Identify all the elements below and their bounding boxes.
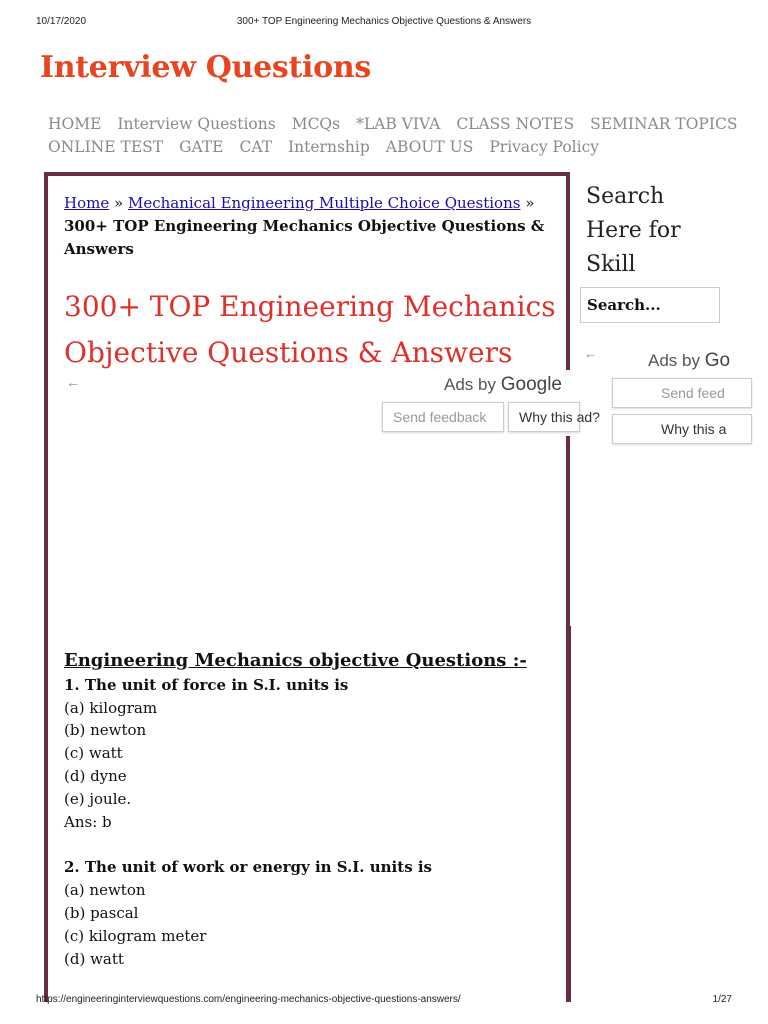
nav-row-1 xyxy=(48,113,738,136)
nav-lab-viva[interactable]: *LAB VIVA xyxy=(356,115,441,133)
content-box-border-rail xyxy=(567,626,571,1002)
nav-home[interactable]: HOME xyxy=(48,115,102,133)
why-this-ad-button[interactable]: Why this ad? xyxy=(508,402,580,432)
option-b: (b) pascal xyxy=(64,903,139,922)
nav-class-notes[interactable]: CLASS NOTES xyxy=(456,115,575,133)
ad-overlay xyxy=(380,370,600,436)
nav-cat[interactable]: CAT xyxy=(239,138,273,156)
sidebar-title-line-2: Here for xyxy=(586,218,681,243)
option-c: (c) kilogram meter xyxy=(64,926,207,945)
send-feedback-button[interactable]: Send feedback xyxy=(382,402,504,432)
breadcrumb-separator: » xyxy=(525,194,535,212)
nav-mcqs[interactable]: MCQs xyxy=(291,115,341,133)
site-title[interactable]: Interview Questions xyxy=(40,50,371,85)
nav-row-2 xyxy=(48,136,728,159)
breadcrumb-separator: » xyxy=(114,194,124,212)
sidebar-send-feedback-button[interactable]: Send feed xyxy=(612,378,752,408)
sidebar-ads-by-google-label[interactable] xyxy=(648,350,730,372)
option-e: (e) joule. xyxy=(64,789,132,808)
option-c: (c) watt xyxy=(64,744,123,763)
option-a: (a) kilogram xyxy=(64,698,158,717)
print-doc-title: 300+ TOP Engineering Mechanics Objective Questions & Answers xyxy=(236,16,532,27)
print-url: https://engineeringinterviewquestions.com/engineering-mechanics-objective-questions-answers/ xyxy=(36,994,461,1005)
nav-interview-questions[interactable]: Interview Questions xyxy=(117,115,276,133)
breadcrumb-current: 300+ TOP Engineering Mechanics Objective Questions & Answers xyxy=(64,217,545,258)
option-a: (a) newton xyxy=(64,881,146,900)
option-d: (d) dyne xyxy=(64,766,127,785)
answer: Ans: b xyxy=(64,812,112,831)
sidebar-ad xyxy=(578,346,768,446)
option-b: (b) newton xyxy=(64,721,147,740)
sidebar-ads-by-text: Ads by xyxy=(648,351,700,370)
ad-back-arrow-icon[interactable]: ← xyxy=(66,374,80,390)
breadcrumb xyxy=(64,192,554,261)
sidebar-title-line-1: Search xyxy=(586,184,665,209)
nav-about-us[interactable]: ABOUT US xyxy=(385,138,474,156)
question-1: 1. The unit of force in S.I. units is xyxy=(64,675,349,694)
sidebar-why-this-ad-button[interactable]: Why this a xyxy=(612,414,752,444)
ads-by-google-label[interactable] xyxy=(444,374,562,396)
sidebar-search-title xyxy=(586,180,681,282)
main-nav xyxy=(48,113,738,159)
question-2: 2. The unit of work or energy in S.I. units is xyxy=(64,858,432,877)
nav-privacy-policy[interactable]: Privacy Policy xyxy=(489,138,600,156)
nav-seminar-topics[interactable]: SEMINAR TOPICS xyxy=(590,115,738,133)
breadcrumb-home-link[interactable]: Home xyxy=(64,194,110,212)
ads-by-text: Ads by xyxy=(444,375,496,394)
nav-internship[interactable]: Internship xyxy=(288,138,370,156)
google-brand: Google xyxy=(500,374,562,395)
sidebar-google-brand-partial: Go xyxy=(704,350,731,371)
search-input[interactable]: Search... xyxy=(580,287,720,323)
nav-online-test[interactable]: ONLINE TEST xyxy=(48,138,164,156)
sidebar-title-line-3: Skill xyxy=(586,252,636,277)
section-heading: Engineering Mechanics objective Questions :- xyxy=(64,650,527,671)
print-page-number: 1/27 xyxy=(712,994,732,1005)
option-d: (d) watt xyxy=(64,949,124,968)
nav-gate[interactable]: GATE xyxy=(179,138,224,156)
print-date: 10/17/2020 xyxy=(36,16,87,27)
breadcrumb-category-link[interactable]: Mechanical Engineering Multiple Choice Questions xyxy=(127,194,521,212)
questions-section xyxy=(64,650,554,970)
sidebar-ad-back-arrow-icon[interactable]: ← xyxy=(584,346,597,361)
article-title: 300+ TOP Engineering Mechanics Objective Questions & Answers xyxy=(64,290,556,369)
